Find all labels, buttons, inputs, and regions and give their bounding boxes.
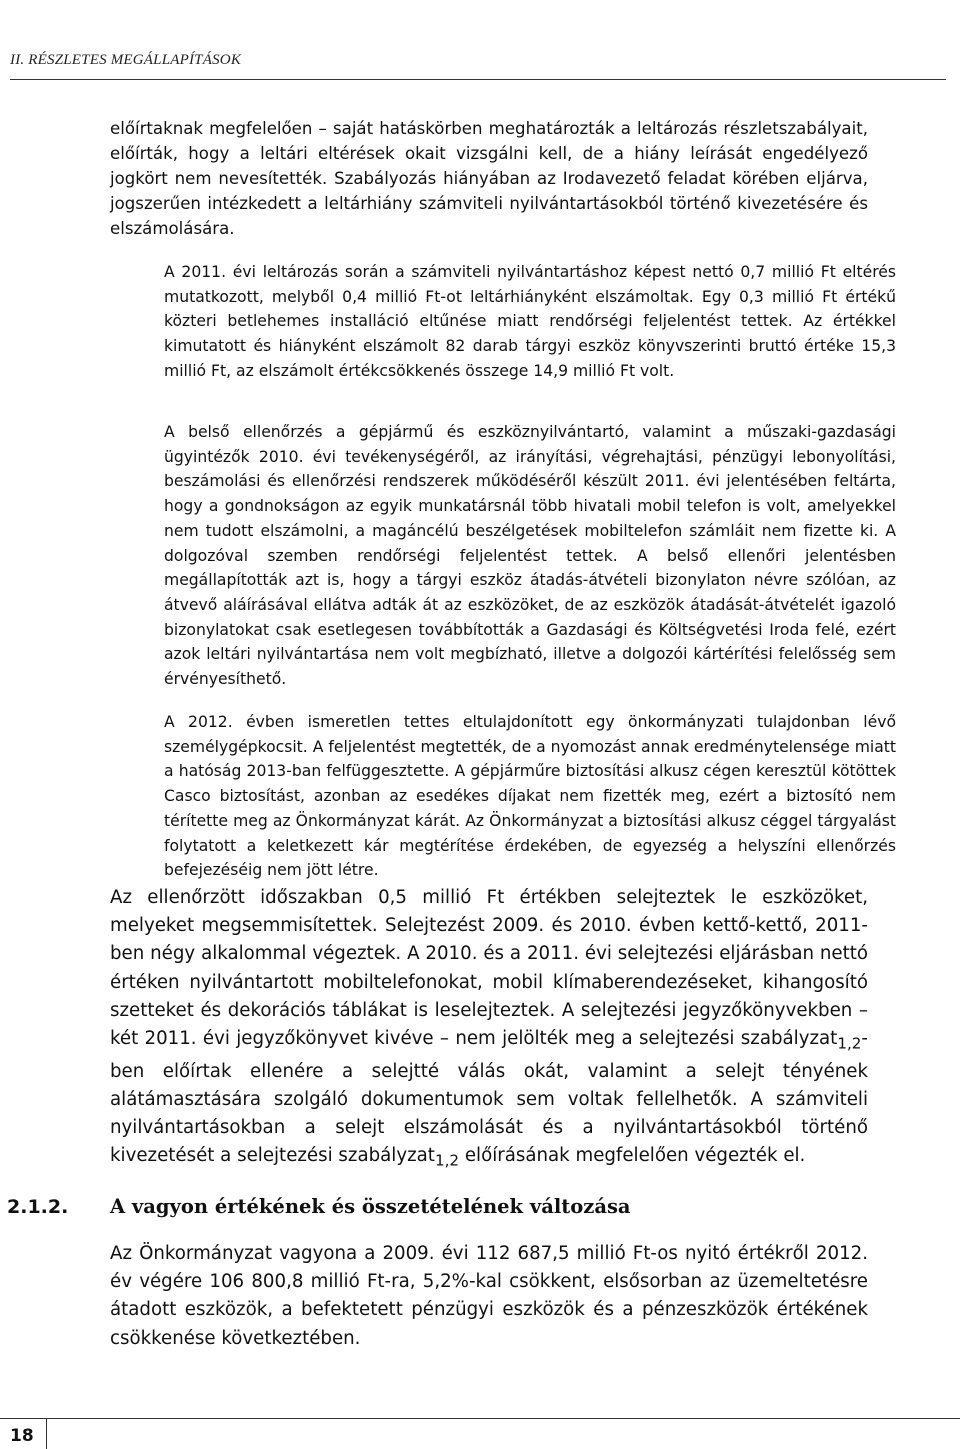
paragraph-internal-audit: A belső ellenőrzés a gépjármű és eszköznyilvántartó, valamint a műszaki-gazdasági ügyintézők 2010. évi tevékenységéről, az irányítási, végrehajtási, pénzügyi lebonyolítási, beszámolási és ellenőrzési rendszerek működéséről készült 2011. évi jelentésében feltárta, hogy a gondnokságon az egyik munkatársnál több hivatali mobil telefon is volt, amelyekkel nem tudott elszámolni, a magáncélú beszélgetések mobiltelefon számláit nem fizette ki. A dolgozóval szemben rendőrségi feljelentést tettek. A belső ellenőri jelentésben megállapították azt is, hogy a tárgyi eszköz átadás-átvételi bizonylaton névre szólóan, az átvevő aláírásával ellátva adták át az eszközöket, de az eszközök átadását-átvételét igazoló bizonylatokat csak esetlegesen továbbították a Gazdasági és Költségvetési Iroda felé, ezért azok leltári nyilvántartása nem volt megbízható, illetve a dolgozói kártérítési felelősség sem érvényesíthető. (164, 423, 896, 689)
section-number: 2.1.2. (7, 1196, 69, 1218)
footer-vertical-divider (46, 1418, 47, 1449)
running-header: II. RÉSZLETES MEGÁLLAPÍTÁSOK (10, 52, 242, 68)
footnote-subscript: 1,2 (837, 1034, 862, 1053)
scrapping-text-2: -ben előírtak ellenére a selejtté válás okát, valamint a selejt tényének alátámasztására szolgáló dokumentumok sem voltak fellelhetők. A számviteli nyilvántartásokban a selejt elszámolását és a nyilvántartásokból történő kivezetését a selejtezési szabályzat (110, 1028, 868, 1167)
footnote-subscript: 1,2 (434, 1152, 460, 1171)
paragraph-asset-value: Az Önkormányzat vagyona a 2009. évi 112 687,5 millió Ft-os nyitó értékről 2012. év végére 106 800,8 millió Ft-ra, 5,2%-kal csökkent, elsősorban az üzemeltetésre átadott eszközök, a befektetett pénzügyi eszközök és a pénzeszközök értékének csökkenése következtében. (110, 1243, 868, 1349)
header-divider (10, 79, 946, 80)
scrapping-text-1: Az ellenőrzött időszakban 0,5 millió Ft értékben selejteztek le eszközöket, melyeket megsemmisítettek. Selejtezést 2009. és 2010. évben kettő-kettő, 2011-ben négy alkalommal végeztek. A 2010. és a 2011. évi selejtezési eljárásban nettó értéken nyilvántartott mobiltelefonokat, mobil klímaberendezéseket, kihangosító szetteket és dekorációs táblákat is leselejteztek. A selejtezési jegyzőkönyvekben – két 2011. évi jegyzőkönyvet kivéve – nem jelölték meg a selejtezési szabályzat (110, 887, 868, 1050)
section-title: A vagyon értékének és összetételének változása (110, 1195, 631, 1218)
footer-divider (0, 1418, 960, 1419)
paragraph-inventory-rules: előírtaknak megfelelően – saját hatáskörben meghatározták a leltározás részletszabályait, előírták, hogy a leltári eltérések okait vizsgálni kell, de a hiány leírását engedélyező jogkört nem nevesítették. Szabályozás hiányában az Irodavezető feladat körében eljárva, jogszerűen intézkedett a leltárhiány számviteli nyilvántartásokból történő kivezetésére és elszámolására. (110, 119, 868, 238)
paragraph-2011-inventory: A 2011. évi leltározás során a számviteli nyilvántartáshoz képest nettó 0,7 millió Ft eltérés mutatkozott, melyből 0,4 millió Ft-ot leltárhiányként elszámoltak. Egy 0,3 millió Ft értékű közteri betlehemes installáció eltűnése miatt rendőrségi feljelentést tettek. Az értékkel kimutatott és hiányként elszámolt 82 darab tárgyi eszköz könyvszerinti bruttó értéke 15,3 millió Ft, az elszámolt értékcsökkenés összege 14,9 millió Ft volt. (164, 263, 896, 380)
paragraph-scrapping (110, 884, 868, 1175)
page-number: 18 (10, 1426, 34, 1446)
scrapping-text-3: előírásának megfelelően végezték el. (459, 1145, 806, 1167)
paragraph-stolen-car: A 2012. évben ismeretlen tettes eltulajdonított egy önkormányzati tulajdonban lévő személygépkocsit. A feljelentést megtették, de a nyomozást annak eredménytelensége miatt a hatóság 2013-ban felfüggesztette. A gépjárműre biztosítási alkusz cégen keresztül kötöttek Casco biztosítást, azonban az esedékes díjakat nem fizették meg, ezért a biztosító nem térítette meg az Önkormányzat kárát. Az Önkormányzat a biztosítási alkusz céggel tárgyalást folytatott a keletkezett kár megtérítése érdekében, de egyezség a helyszíni ellenőrzés befejezéséig nem jött létre. (164, 713, 896, 880)
